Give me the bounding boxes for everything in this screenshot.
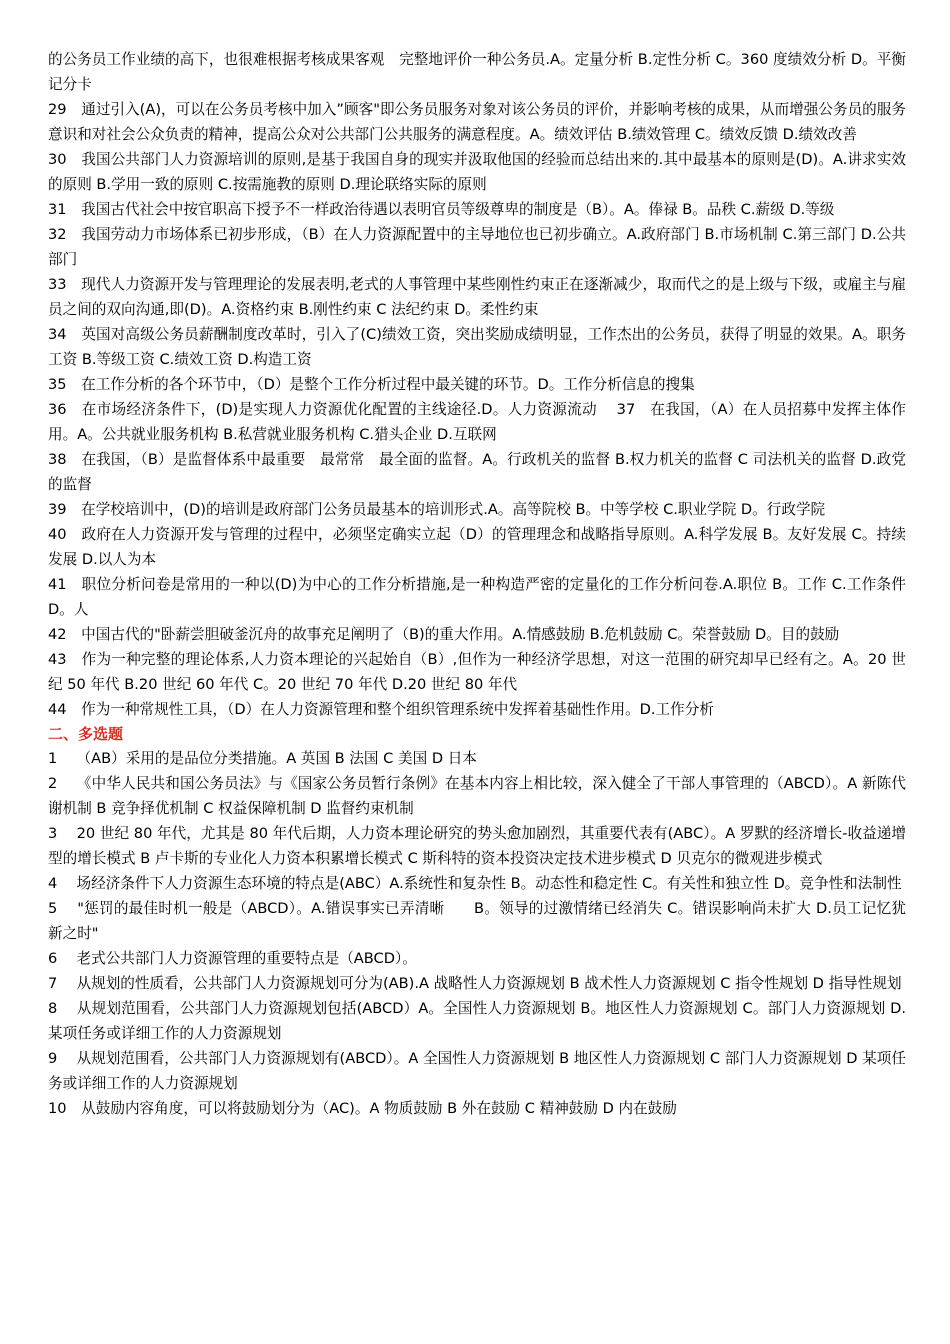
multi-question-1: 1 （AB）采用的是品位分类措施。A 英国 B 法国 C 美国 D 日本: [48, 750, 477, 767]
question-31: 31 我国古代社会中按官职高下授予不一样政治待遇以表明官员等级尊卑的制度是（B）。A。俸禄 B。品秩 C.薪级 D.等级: [48, 201, 835, 218]
multi-question-3: 3 20 世纪 80 年代，尤其是 80 年代后期，人力资本理论研究的势头愈加剧烈，其重要代表有(ABC）。A 罗默的经济增长-收益递增型的增长模式 B 卢卡斯的专业化人力资本积累增长模式 C 斯科特的资本投资决定技术进步模式 D 贝克尔的微观进步模式: [48, 825, 906, 867]
multi-question-2: 2 《中华人民共和国公务员法》与《国家公务员暂行条例》在基本内容上相比较，深入健全了干部人事管理的（ABCD）。A 新陈代谢机制 B 竞争择优机制 C 权益保障机制 D 监督约束机制: [48, 775, 906, 817]
question-43: 43 作为一种完整的理论体系,人力资本理论的兴起始自（B）,但作为一种经济学思想，对这一范围的研究却早已经有之。A。20 世纪 50 年代 B.20 世纪 60 年代 C。20 世纪 70 年代 D.20 世纪 80 年代: [48, 651, 906, 693]
multi-question-6: 6 老式公共部门人力资源管理的重要特点是（ABCD）。: [48, 950, 417, 967]
question-32: 32 我国劳动力市场体系已初步形成，（B）在人力资源配置中的主导地位也已初步确立。A.政府部门 B.市场机制 C.第三部门 D.公共部门: [48, 226, 906, 268]
multi-question-8: 8 从规划范围看，公共部门人力资源规划包括(ABCD）A。全国性人力资源规划 B。地区性人力资源规划 C。部门人力资源规划 D.某项任务或详细工作的人力资源规划: [48, 1000, 906, 1042]
intro-paragraph: 的公务员工作业绩的高下，也很难根据考核成果客观 完整地评价一种公务员.A。定量分析 B.定性分析 C。360 度绩效分析 D。平衡记分卡: [48, 51, 906, 93]
question-39: 39 在学校培训中，(D)的培训是政府部门公务员最基本的培训形式.A。高等院校 B。中等学校 C.职业学院 D。行政学院: [48, 501, 826, 518]
question-30: 30 我国公共部门人力资源培训的原则,是基于我国自身的现实并汲取他国的经验而总结出来的.其中最基本的原则是(D)。A.讲求实效的原则 B.学用一致的原则 C.按需施教的原则 D.理论联络实际的原则: [48, 151, 906, 193]
question-29: 29 通过引入(A)，可以在公务员考核中加入”顾客"即公务员服务对象对该公务员的评价，并影响考核的成果，从而增强公务员的服务意识和对社会公众负责的精神，提高公众对公共部门公共服务的满意程度。A。绩效评估 B.绩效管理 C。绩效反馈 D.绩效改善: [48, 101, 906, 143]
question-34: 34 英国对高级公务员薪酬制度改革时，引入了(C)绩效工资，突出奖励成绩明显，工作杰出的公务员，获得了明显的效果。A。职务工资 B.等级工资 C.绩效工资 D.构造工资: [48, 326, 906, 368]
section-heading-multiple-choice: 二、多选题: [48, 725, 124, 743]
multi-question-4: 4 场经济条件下人力资源生态环境的特点是(ABC）A.系统性和复杂性 B。动态性和稳定性 C。有关性和独立性 D。竞争性和法制性: [48, 875, 902, 892]
question-36-37: 36 在市场经济条件下，(D)是实现人力资源优化配置的主线途径.D。人力资源流动 37 在我国，（A）在人员招募中发挥主体作用。A。公共就业服务机构 B.私营就业服务机构 C.猎头企业 D.互联网: [48, 401, 906, 443]
question-38: 38 在我国，（B）是监督体系中最重要 最常常 最全面的监督。A。行政机关的监督 B.权力机关的监督 C 司法机关的监督 D.政党的监督: [48, 451, 906, 493]
question-40: 40 政府在人力资源开发与管理的过程中，必须坚定确实立起（D）的管理理念和战略指导原则。A.科学发展 B。友好发展 C。持续发展 D.以人为本: [48, 526, 906, 568]
multi-question-7: 7 从规划的性质看，公共部门人力资源规划可分为(AB).A 战略性人力资源规划 B 战术性人力资源规划 C 指令性规划 D 指导性规划: [48, 975, 902, 992]
multi-question-5: 5 "惩罚的最佳时机一般是（ABCD）。A.错误事实已弄清晰 B。领导的过激情绪已经消失 C。错误影响尚未扩大 D.员工记忆犹新之时": [48, 900, 906, 942]
multi-question-10: 10 从鼓励内容角度，可以将鼓励划分为（AC)。A 物质鼓励 B 外在鼓励 C 精神鼓励 D 内在鼓励: [48, 1100, 677, 1117]
question-42: 42 中国古代的"卧薪尝胆破釜沉舟的故事充足阐明了（B)的重大作用。A.情感鼓励 B.危机鼓励 C。荣誉鼓励 D。目的鼓励: [48, 626, 840, 643]
multi-question-9: 9 从规划范围看，公共部门人力资源规划有(ABCD）。A 全国性人力资源规划 B 地区性人力资源规划 C 部门人力资源规划 D 某项任务或详细工作的人力资源规划: [48, 1050, 906, 1092]
question-41: 41 职位分析问卷是常用的一种以(D)为中心的工作分析措施,是一种构造严密的定量化的工作分析问卷.A.职位 B。工作 C.工作条件 D。人: [48, 576, 906, 618]
question-33: 33 现代人力资源开发与管理理论的发展表明,老式的人事管理中某些刚性约束正在逐渐减少，取而代之的是上级与下级，或雇主与雇员之间的双向沟通,即(D)。A.资格约束 B.刚性约束 C 法纪约束 D。柔性约束: [48, 276, 906, 318]
document-page: [48, 47, 906, 1121]
question-35: 35 在工作分析的各个环节中，（D）是整个工作分析过程中最关键的环节。D。工作分析信息的搜集: [48, 376, 695, 393]
question-44: 44 作为一种常规性工具，（D）在人力资源管理和整个组织管理系统中发挥着基础性作用。D.工作分析: [48, 701, 714, 718]
